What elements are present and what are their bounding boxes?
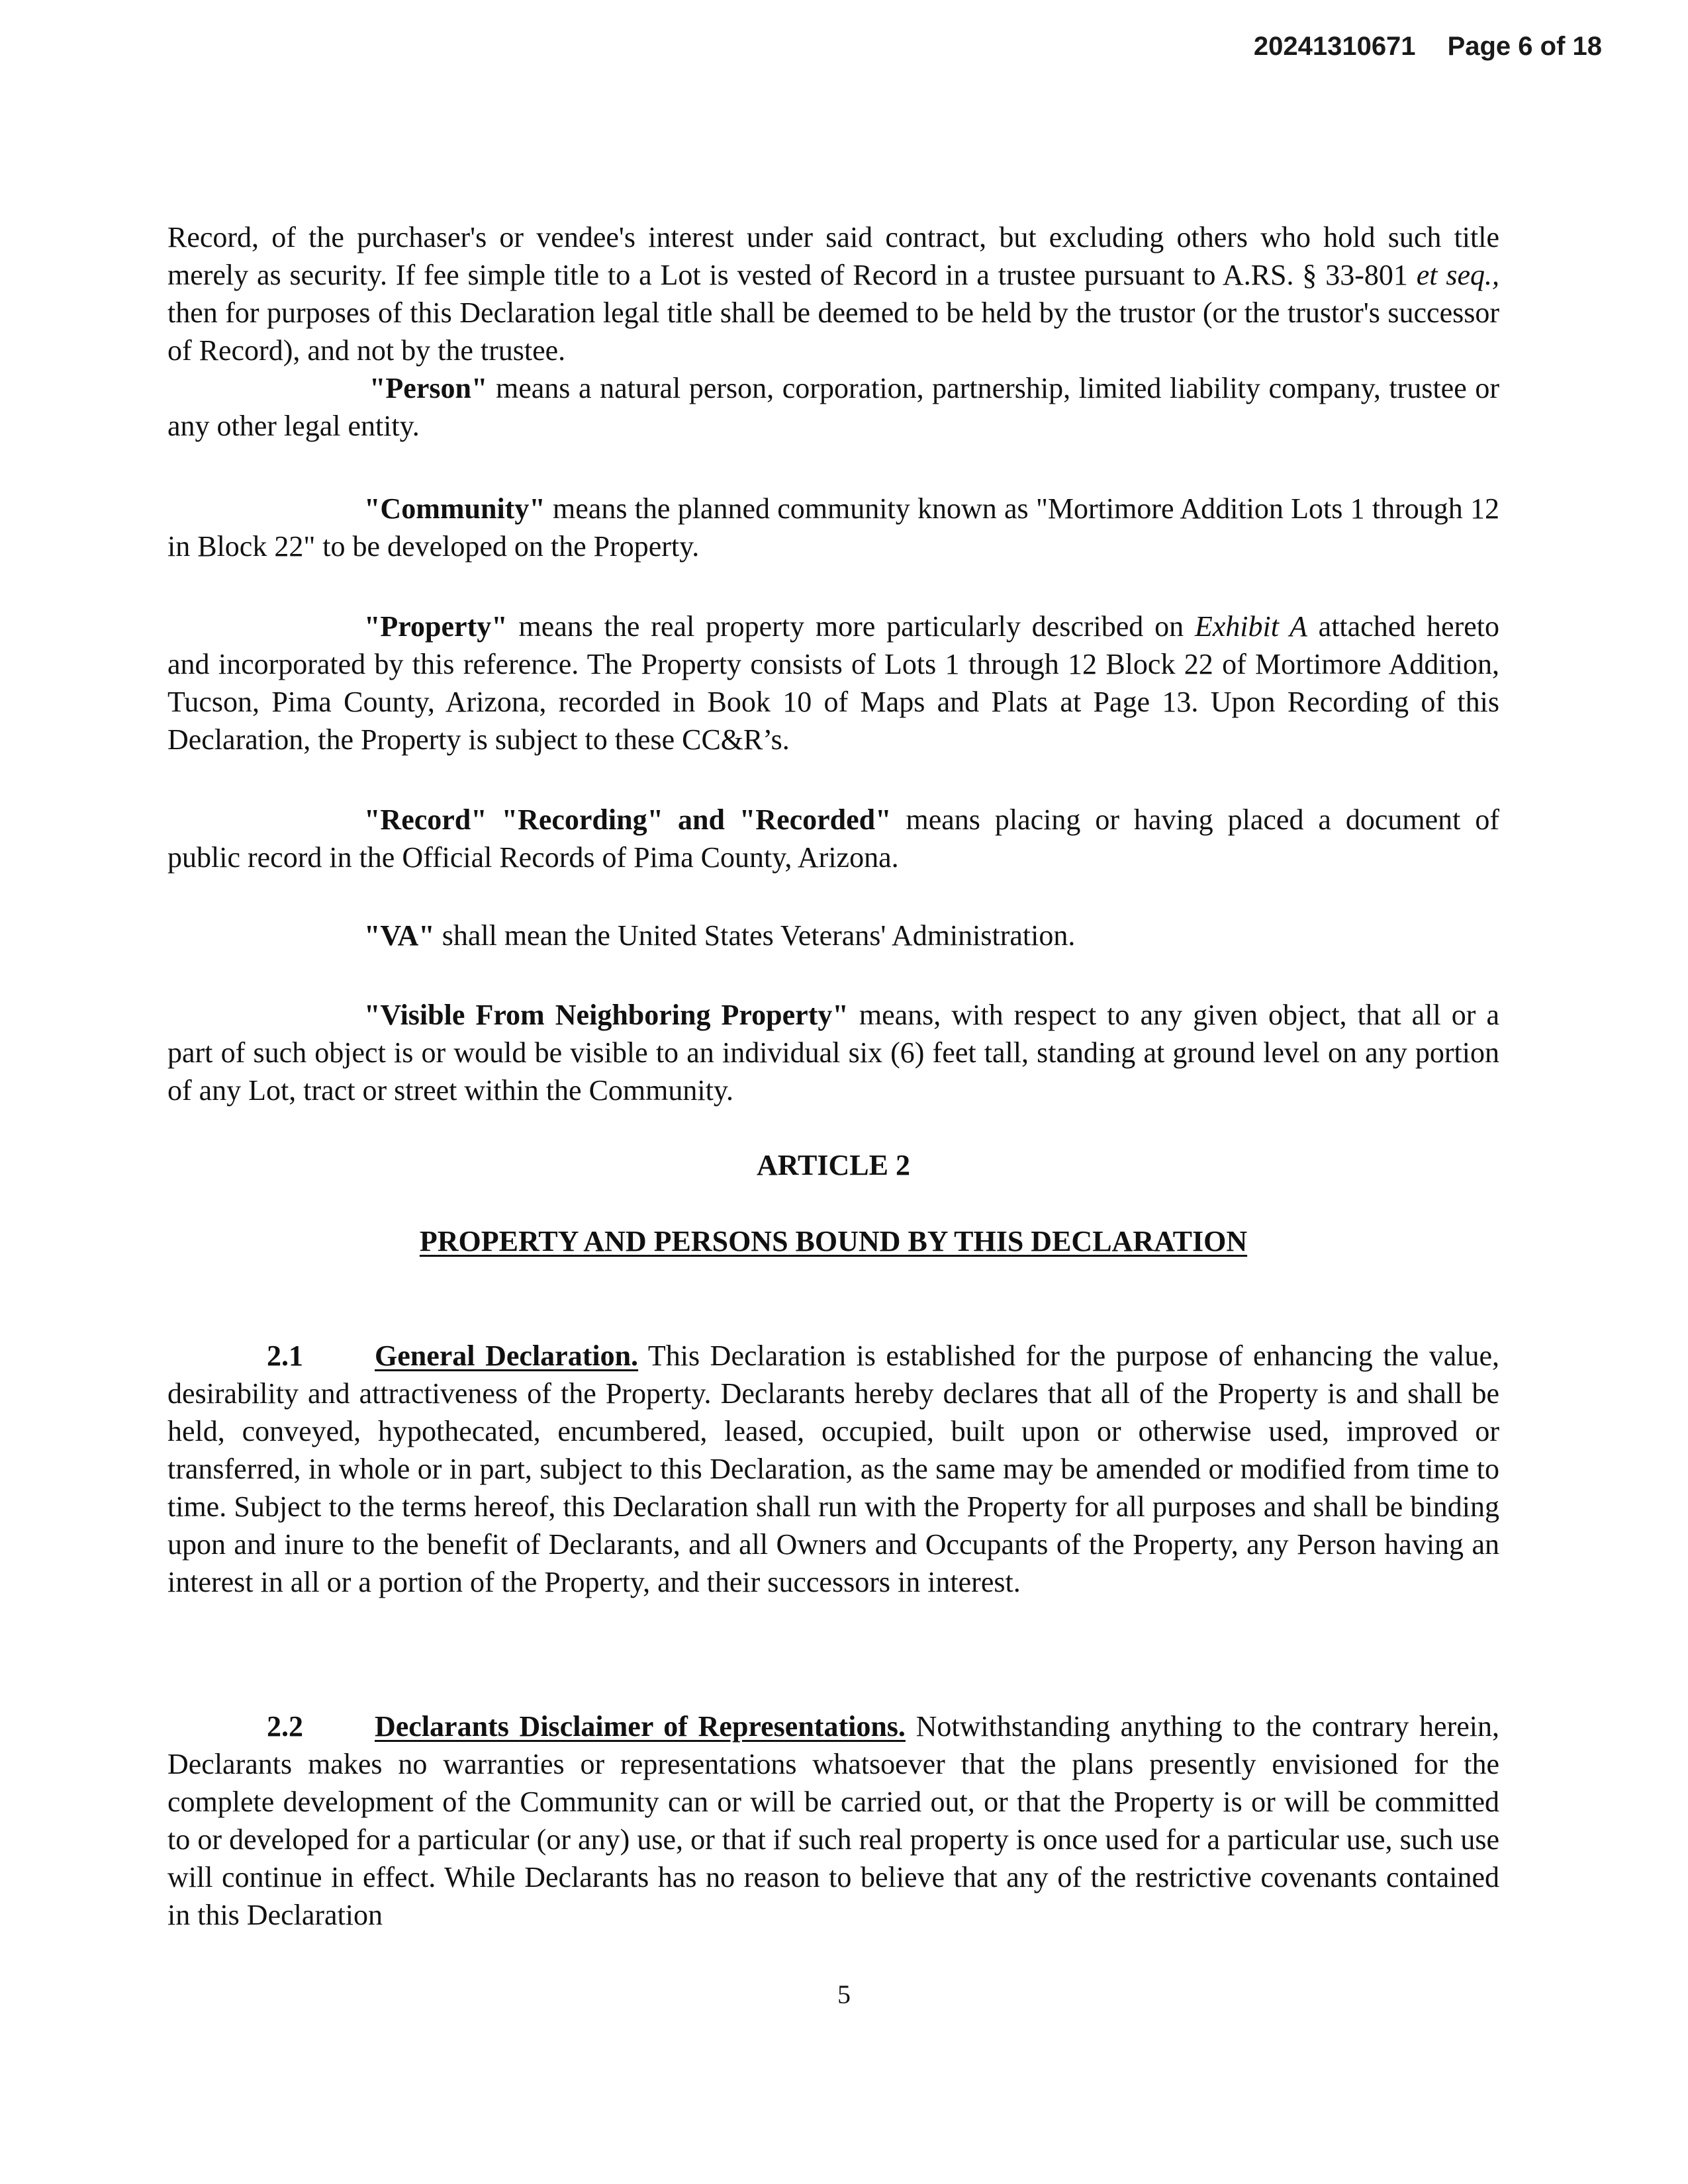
section-number: 2.2	[267, 1710, 303, 1743]
section-text: This Declaration is established for the purpose of enhancing the value, desirability and attractiveness of the Property. Declarants hereby declares that all of the Property is and shall be held, conveyed, hypothecated, encumbered, leased, occupied, built upon or otherwise used, improved or transferred, in whole or in part, subject to this Declaration, as the same may be amended or modified from time to time. Subject to the terms hereof, this Declaration shall run with the Property for all purposes and shall be binding upon and inure to the benefit of Declarants, and all Owners and Occupants of the Property, any Person having an interest in all or a portion of the Property, and their successors in interest.	[167, 1340, 1499, 1598]
record-text: means placing or having placed a document of public record in the Official Records of Pima County, Arizona.	[167, 803, 1499, 874]
person-text: means a natural person, corporation, partnership, limited liability company, trustee or any other legal entity.	[167, 372, 1499, 442]
section-number: 2.1	[267, 1340, 303, 1372]
section-title: Declarants Disclaimer of Representations.	[375, 1710, 906, 1743]
record-terms: "Record" "Recording" and "Recorded"	[364, 803, 892, 836]
visible-definition	[167, 996, 1499, 1109]
va-term: "VA"	[364, 919, 435, 952]
article-number: ARTICLE 2	[757, 1149, 910, 1181]
record-definition	[167, 801, 1499, 876]
record-text-b: then for purposes of this Declaration legal title shall be deemed to be held by the trustor (or the trustor's successor of Record), and not by the trustee.	[167, 296, 1499, 367]
article-title	[167, 1224, 1499, 1258]
visible-term: "Visible From Neighboring Property"	[364, 999, 849, 1031]
person-term: "Person"	[369, 372, 488, 404]
property-term: "Property"	[364, 610, 508, 643]
section-text: Notwithstanding anything to the contrary herein, Declarants makes no warranties or representations whatsoever that the plans presently envisioned for the complete development of the Community can or will be carried out, or that the Property is or will be committed to or developed for a particular (or any) use, or that if such real property is once used for a particular use, such use will continue in effect. While Declarants has no reason to believe that any of the restrictive covenants contained in this Declaration	[167, 1710, 1499, 1931]
document-number: 20241310671	[1253, 32, 1416, 61]
community-term: "Community"	[364, 492, 545, 525]
property-definition	[167, 608, 1499, 758]
record-text-a: Record, of the purchaser's or vendee's interest under said contract, but excluding others who hold such title merely as security. If fee simple title to a Lot is vested of Record in a trustee pursuant to A.RS. § 33-801	[167, 221, 1499, 291]
article-title-text: PROPERTY AND PERSONS BOUND BY THIS DECLARATION	[419, 1225, 1248, 1257]
page-count: Page 6 of 18	[1447, 32, 1602, 61]
person-definition	[167, 369, 1499, 445]
va-text: shall mean the United States Veterans' Administration.	[434, 919, 1076, 952]
et-seq-italic: et seq.,	[1416, 259, 1500, 291]
exhibit-a-italic: Exhibit A	[1194, 610, 1307, 643]
section-2-1	[167, 1337, 1499, 1601]
community-definition	[167, 490, 1499, 565]
community-text: means the planned community known as "Mortimore Addition Lots 1 through 12 in Block 22" to be developed on the Property.	[167, 492, 1499, 563]
page-number: 5	[837, 1979, 851, 2009]
va-definition	[167, 917, 1499, 954]
page-header	[1254, 32, 1602, 62]
section-2-2	[167, 1707, 1499, 1934]
record-definition-continuation	[167, 218, 1499, 369]
property-text-b: attached hereto and incorporated by this reference. The Property consists of Lots 1 through 12 Block 22 of Mortimore Addition, Tucson, Pima County, Arizona, recorded in Book 10 of Maps and Plats at Page 13. Upon Recording of this Declaration, the Property is subject to these CC&R’s.	[167, 610, 1499, 756]
property-text-a: means the real property more particularly described on	[507, 610, 1195, 643]
section-title: General Declaration.	[375, 1340, 639, 1372]
visible-text: means, with respect to any given object, that all or a part of such object is or would be visible to an individual six (6) feet tall, standing at ground level on any portion of any Lot, tract or street within the Community.	[167, 999, 1500, 1107]
